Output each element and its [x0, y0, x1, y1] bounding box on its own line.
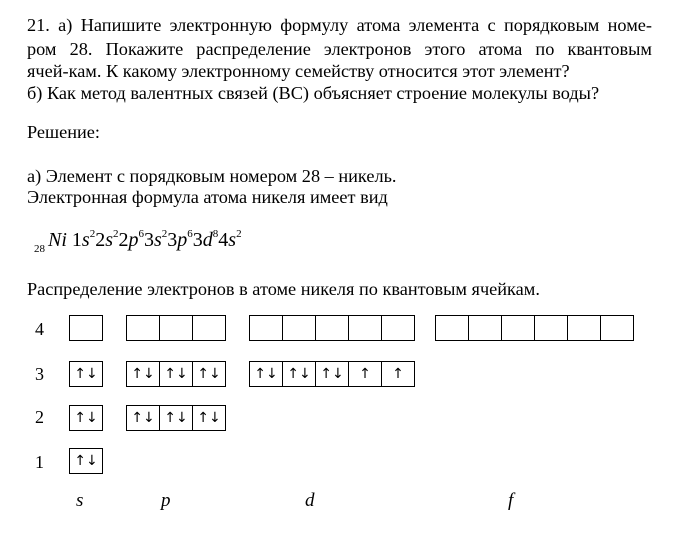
- formula-term: $3s^2$: [144, 228, 168, 251]
- orbital-cell: ↑↓: [69, 448, 103, 474]
- level-label-4: 4: [35, 319, 44, 339]
- orbital-group-f: [435, 315, 634, 341]
- level-label-1: 1: [35, 452, 44, 472]
- orbital-cell: ↑: [381, 361, 415, 387]
- orbital-cell: [69, 315, 103, 341]
- problem-line-2: ром 28. Покажите распределение электронов этого атома по квантовым: [27, 39, 652, 59]
- orbital-cell: ↑↓: [282, 361, 316, 387]
- orbital-cell: ↑↓: [192, 405, 226, 431]
- orbital-cell: ↑↓: [192, 361, 226, 387]
- orbital-cell: ↑↓: [159, 361, 193, 387]
- orbital-cell: [348, 315, 382, 341]
- orbital-cell: [282, 315, 316, 341]
- orbital-cell: [534, 315, 568, 341]
- electron-formula: [34, 228, 242, 255]
- formula-terms: [72, 229, 242, 251]
- orbital-cell: [468, 315, 502, 341]
- orbital-cell: ↑: [348, 361, 382, 387]
- orbital-cell: ↑↓: [249, 361, 283, 387]
- sublevel-label-s: s: [76, 490, 84, 511]
- orbital-cell: ↑↓: [126, 361, 160, 387]
- orbital-cell: [501, 315, 535, 341]
- problem-line-4: б) Как метод валентных связей (ВС) объясняет строение молекулы воды?: [27, 83, 600, 103]
- orbital-cell: ↑↓: [69, 405, 103, 431]
- answer-a-line-2: Электронная формула атома никеля имеет вид: [27, 187, 388, 207]
- formula-term: $1s^2$: [71, 228, 96, 251]
- orbital-cell: [435, 315, 469, 341]
- level-label-2: 2: [35, 407, 44, 427]
- problem-line-3: ячей-кам. К какому электронному семейству относится этот элемент?: [27, 61, 570, 81]
- formula-term: $3p^6$: [167, 228, 193, 251]
- solution-heading: Решение:: [27, 122, 100, 142]
- orbital-cell: [315, 315, 349, 341]
- orbital-cell: ↑↓: [315, 361, 349, 387]
- formula-term: $3d^8$: [192, 228, 219, 251]
- orbital-cell: [567, 315, 601, 341]
- answer-a-line-1: а) Элемент с порядковым номером 28 – никель.: [27, 166, 397, 186]
- orbital-group-s: [69, 315, 103, 341]
- sublevel-label-p: p: [161, 490, 171, 511]
- orbital-cell: [600, 315, 634, 341]
- orbital-cell: ↑↓: [126, 405, 160, 431]
- orbital-cell: ↑↓: [69, 361, 103, 387]
- distribution-caption: Распределение электронов в атоме никеля по квантовым ячейкам.: [27, 279, 540, 299]
- orbital-group-s: [69, 448, 103, 474]
- sublevel-label-d: d: [305, 490, 315, 511]
- orbital-group-p: [126, 405, 226, 431]
- problem-line-1: 21. а) Напишите электронную формулу атома элемента с порядковым номе-: [27, 15, 652, 35]
- orbital-cell: [381, 315, 415, 341]
- sublevel-label-f: f: [508, 490, 514, 511]
- orbital-group-d: [249, 361, 415, 387]
- orbital-cell: [126, 315, 160, 341]
- orbital-group-s: [69, 361, 103, 387]
- formula-term: $2s^2$: [95, 228, 119, 251]
- formula-term: $4s^2$: [218, 228, 242, 251]
- level-label-3: 3: [35, 364, 44, 384]
- orbital-cell: [192, 315, 226, 341]
- orbital-group-p: [126, 315, 226, 341]
- orbital-group-p: [126, 361, 226, 387]
- orbital-group-d: [249, 315, 415, 341]
- orbital-group-s: [69, 405, 103, 431]
- atomic-number: 28: [34, 243, 45, 255]
- orbital-cell: [249, 315, 283, 341]
- formula-term: $2p^6$: [118, 228, 144, 251]
- orbital-cell: ↑↓: [159, 405, 193, 431]
- element-symbol: Ni: [48, 229, 67, 251]
- orbital-cell: [159, 315, 193, 341]
